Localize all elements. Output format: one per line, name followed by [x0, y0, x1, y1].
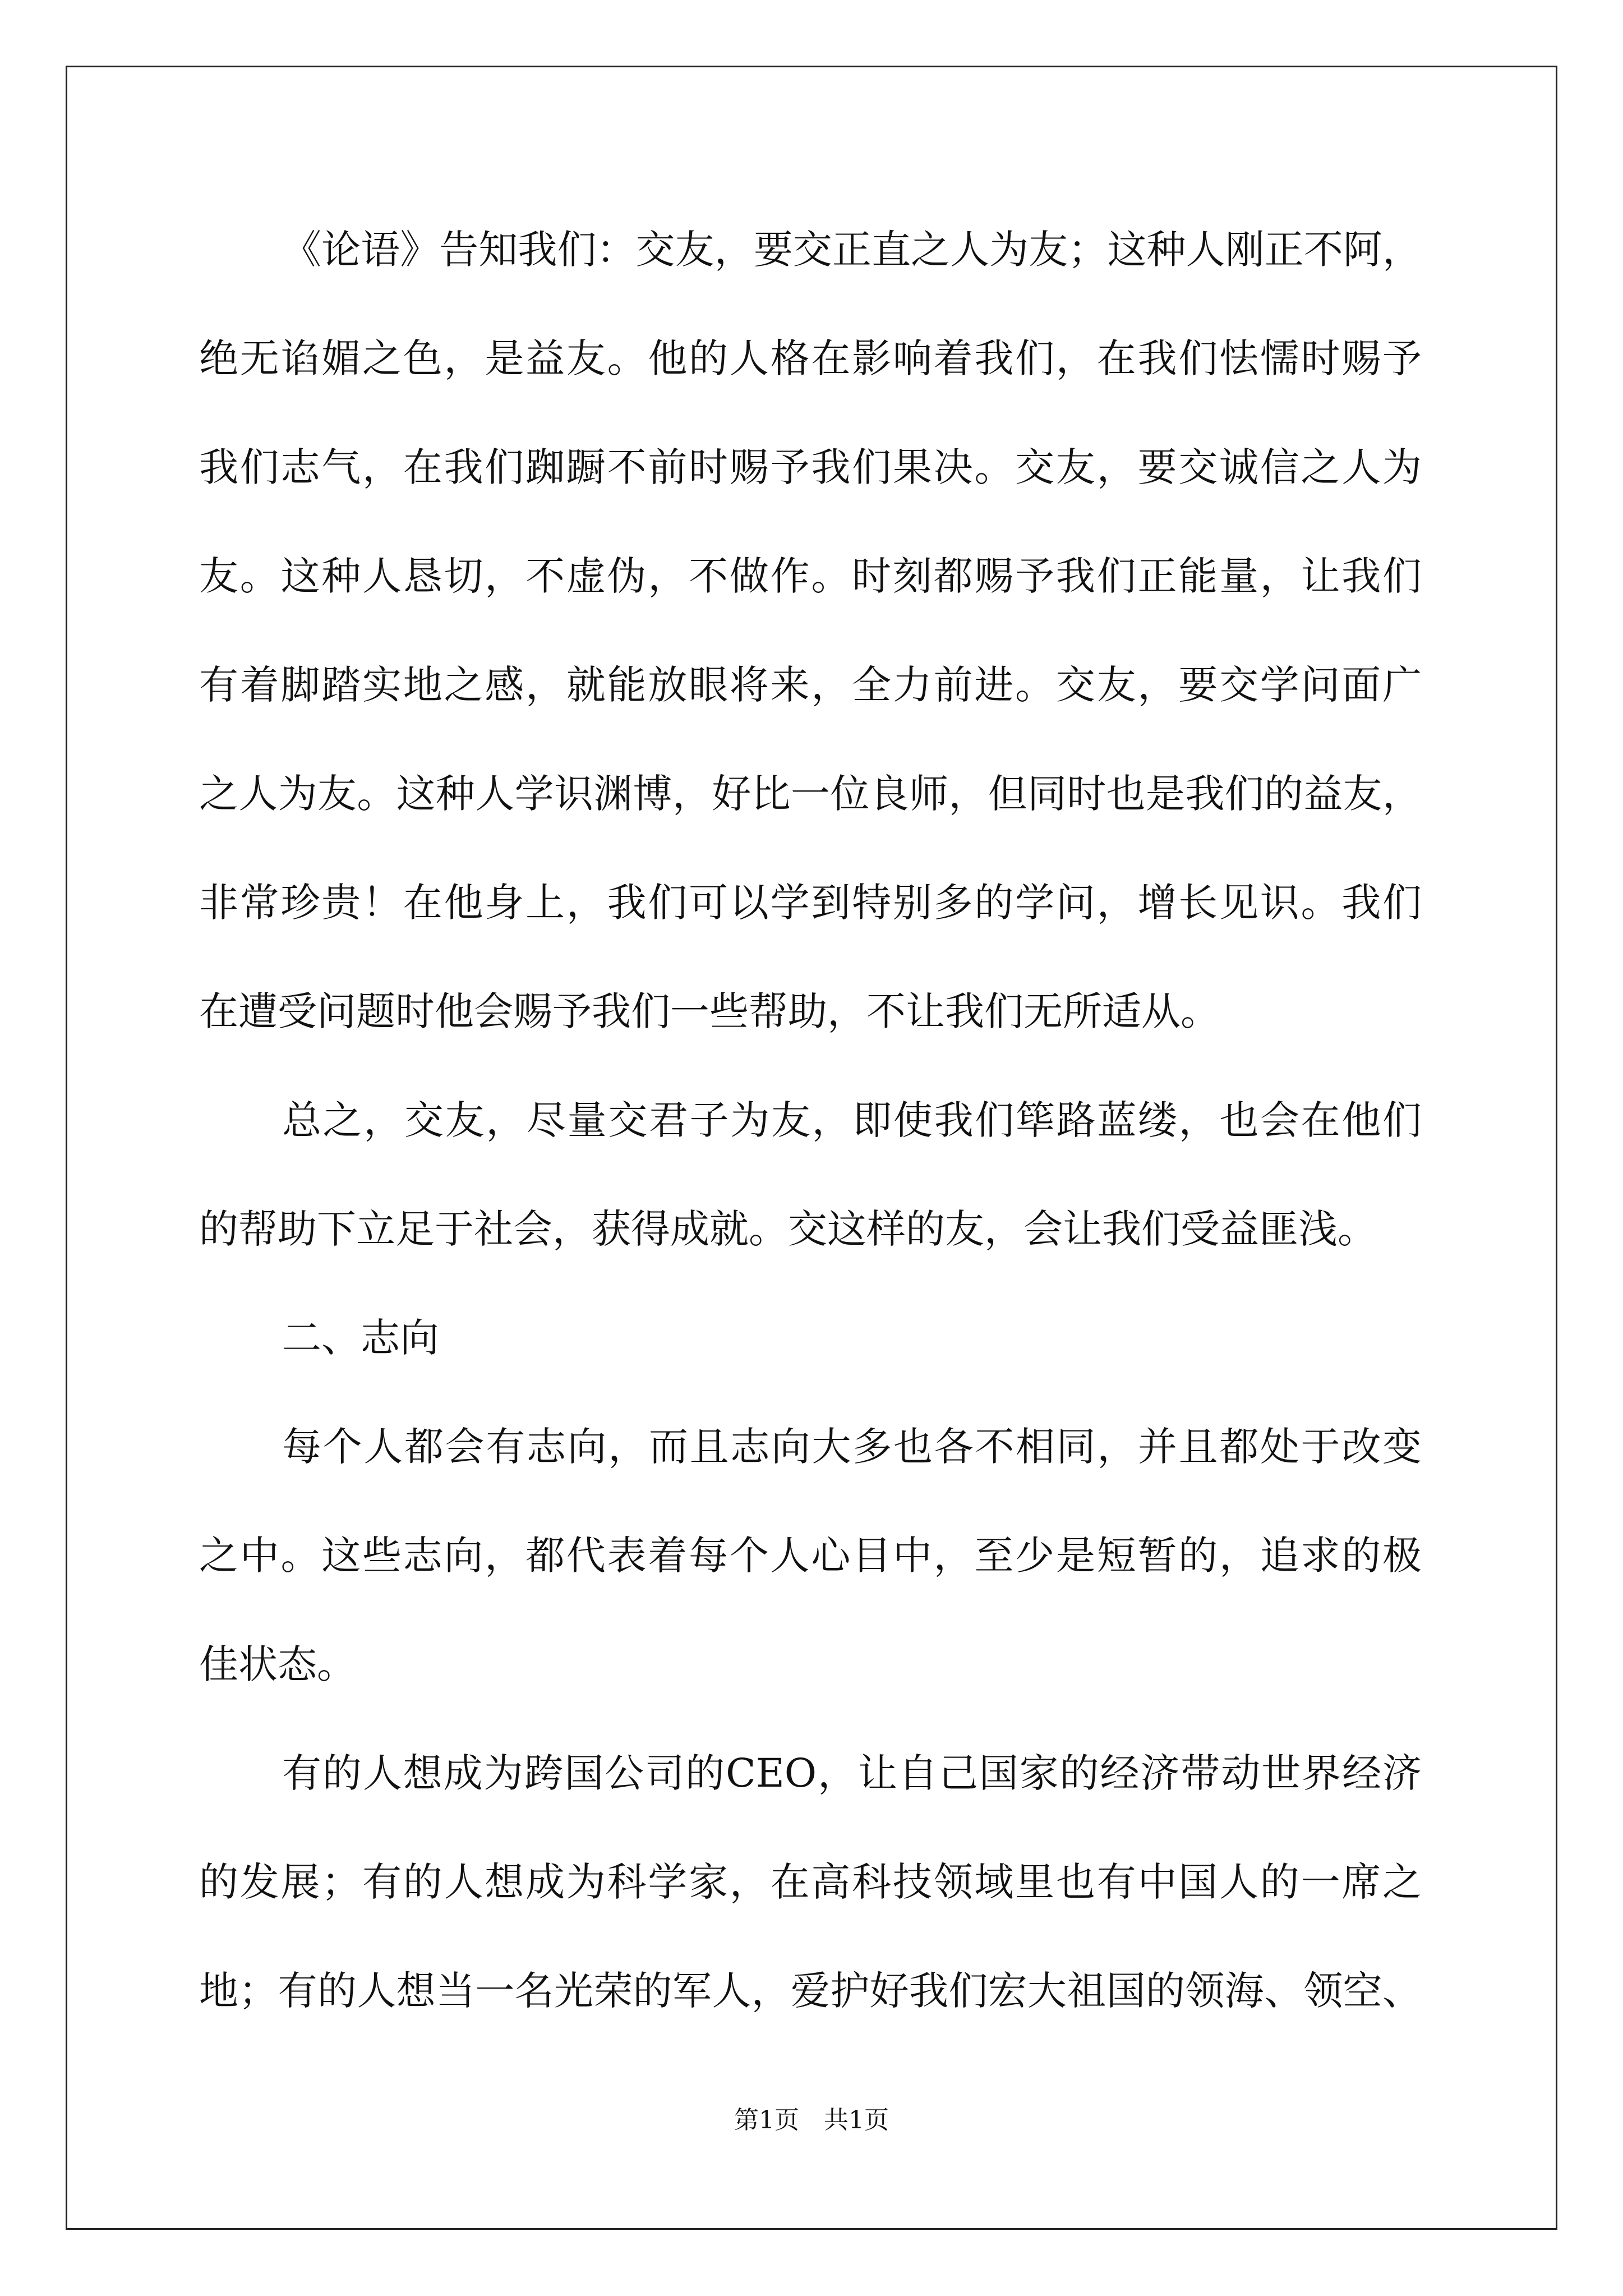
paragraph-line: 之人为友。这种人学识渊博，好比一位良师，但同时也是我们的益友，	[199, 771, 1422, 817]
paragraph-line: 的发展；有的人想成为科学家，在高科技领域里也有中国人的一席之	[199, 1859, 1422, 1905]
paragraph-line: 的帮助下立足于社会，获得成就。交这样的友，会让我们受益匪浅。	[199, 1206, 1377, 1252]
paragraph-line: 总之，交友，尽量交君子为友，即使我们筚路蓝缕，也会在他们	[282, 1097, 1422, 1143]
paragraph-line: 绝无谄媚之色，是益友。他的人格在影响着我们，在我们怯懦时赐予	[199, 335, 1422, 381]
paragraph-line: 有着脚踏实地之感，就能放眼将来，全力前进。交友，要交学问面广	[199, 662, 1422, 708]
paragraph-line: 《论语》告知我们：交友，要交正直之人为友；这种人刚正不阿，	[282, 227, 1422, 273]
paragraph-line: 在遭受问题时他会赐予我们一些帮助，不让我们无所适从。	[199, 988, 1220, 1034]
paragraph-line: 友。这种人恳切，不虚伪，不做作。时刻都赐予我们正能量，让我们	[199, 553, 1422, 599]
paragraph-line: 地；有的人想当一名光荣的军人，爱护好我们宏大祖国的领海、领空、	[199, 1968, 1422, 2014]
page-number-footer: 第1页 共1页	[734, 2106, 889, 2134]
section-heading: 二、志向	[282, 1315, 439, 1361]
paragraph-line: 有的人想成为跨国公司的CEO，让自己国家的经济带动世界经济	[282, 1750, 1422, 1796]
paragraph-line: 之中。这些志向，都代表着每个人心目中，至少是短暂的，追求的极	[199, 1533, 1422, 1579]
paragraph-line: 佳状态。	[199, 1641, 356, 1687]
paragraph-line: 每个人都会有志向，而且志向大多也各不相同，并且都处于改变	[282, 1424, 1422, 1470]
paragraph-line: 非常珍贵！在他身上，我们可以学到特别多的学问，增长见识。我们	[199, 880, 1422, 926]
paragraph-line: 我们志气，在我们踟蹰不前时赐予我们果决。交友，要交诚信之人为	[199, 444, 1422, 490]
